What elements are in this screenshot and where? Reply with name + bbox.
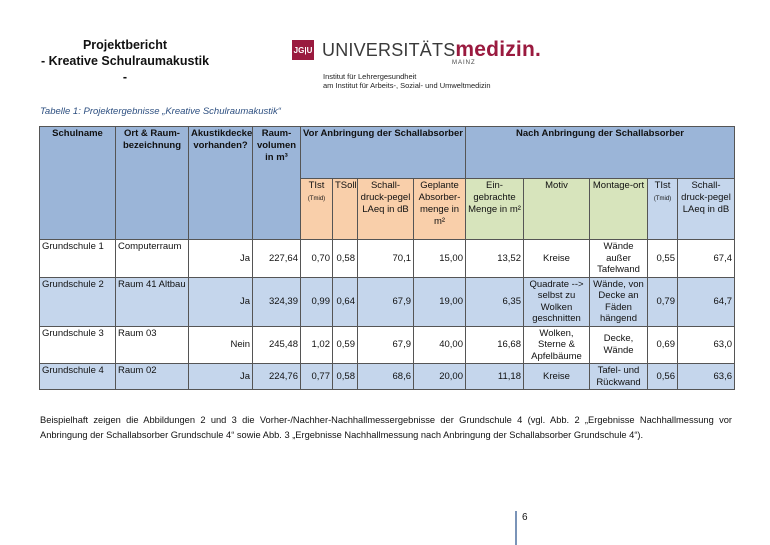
- table-row: [40, 240, 735, 278]
- institute-line-2: am Institut für Arbeits-, Sozial- und Umweltmedizin: [323, 81, 491, 90]
- header-schulname: Schulname: [40, 127, 116, 240]
- cell-t-ist-nach: 0,55: [648, 240, 678, 278]
- cell-pegel-vor: 67,9: [358, 326, 414, 364]
- cell-montage: Tafel- und Rückwand: [590, 364, 648, 390]
- title-line-2: - Kreative Schulraumakustik -: [40, 54, 210, 84]
- cell-raum: Raum 41 Altbau: [116, 277, 189, 326]
- header-pegel-vor: Schall-druck-pegel LAeq in dB: [358, 179, 414, 240]
- header-pegel-nach: Schall-druck-pegel LAeq in dB: [678, 179, 735, 240]
- title-line-1: Projektbericht: [82, 38, 168, 52]
- cell-montage: Wände, von Decke an Fäden hängend: [590, 277, 648, 326]
- header-t-soll: TSoll: [333, 179, 358, 240]
- cell-volumen: 227,64: [253, 240, 301, 278]
- cell-montage: Wände außer Tafelwand: [590, 240, 648, 278]
- header-raumvolumen: Raum-volumen in m³: [253, 127, 301, 240]
- results-table: [39, 126, 735, 390]
- cell-volumen: 324,39: [253, 277, 301, 326]
- header-motiv: Motiv: [524, 179, 590, 240]
- cell-schule: Grundschule 2: [40, 277, 116, 326]
- cell-t-ist-nach: 0,79: [648, 277, 678, 326]
- institute-name: [323, 72, 491, 90]
- cell-schule: Grundschule 1: [40, 240, 116, 278]
- cell-motiv: Quadrate --> selbst zu Wolken geschnitten: [524, 277, 590, 326]
- cell-t-soll: 0,64: [333, 277, 358, 326]
- cell-motiv: Wolken, Sterne & Apfelbäume: [524, 326, 590, 364]
- cell-eingebracht: 16,68: [466, 326, 524, 364]
- cell-pegel-nach: 63,6: [678, 364, 735, 390]
- page-number: 6: [522, 512, 528, 523]
- cell-montage: Decke, Wände: [590, 326, 648, 364]
- cell-t-ist: 0,70: [301, 240, 333, 278]
- cell-geplant: 40,00: [414, 326, 466, 364]
- logo-word-bold: medizin.: [455, 38, 542, 61]
- cell-t-soll: 0,58: [333, 240, 358, 278]
- header-ort: Ort & Raum-bezeichnung: [116, 127, 189, 240]
- header-akustikdecke: Akustikdecke vorhanden?: [189, 127, 253, 240]
- cell-pegel-nach: 67,4: [678, 240, 735, 278]
- header-geplante-menge: Geplante Absorber-menge in m²: [414, 179, 466, 240]
- table-row: [40, 326, 735, 364]
- cell-schule: Grundschule 4: [40, 364, 116, 390]
- header-montageort: Montage-ort: [590, 179, 648, 240]
- cell-pegel-vor: 70,1: [358, 240, 414, 278]
- cell-t-ist-nach: 0,56: [648, 364, 678, 390]
- cell-geplant: 20,00: [414, 364, 466, 390]
- cell-volumen: 224,76: [253, 364, 301, 390]
- header-t-ist: TIst (Tmid): [301, 179, 333, 240]
- table-caption: Tabelle 1: Projektergebnisse „Kreative Schulraumakustik“: [40, 106, 281, 117]
- cell-akustik: Ja: [189, 240, 253, 278]
- jgu-logo-icon: JG|U: [292, 40, 314, 60]
- cell-pegel-nach: 64,7: [678, 277, 735, 326]
- institute-line-1: Institut für Lehrergesundheit: [323, 72, 417, 81]
- cell-akustik: Ja: [189, 277, 253, 326]
- cell-raum: Raum 03: [116, 326, 189, 364]
- cell-geplant: 15,00: [414, 240, 466, 278]
- header-nach-anbringung: Nach Anbringung der Schallabsorber: [466, 127, 735, 179]
- cell-geplant: 19,00: [414, 277, 466, 326]
- cell-motiv: Kreise: [524, 240, 590, 278]
- cell-schule: Grundschule 3: [40, 326, 116, 364]
- body-paragraph: Beispielhaft zeigen die Abbildungen 2 und 3 die Vorher-/Nachher-Nachhallmessergebnisse der Grundschule 4 (vgl. Abb. 2 „Ergebnisse Nachhallmessung vor Anbringung der Schallabsorber Grundschule 4“ sowie Abb. 3 „Ergebnisse Nachhallmessung nach Anbringung der Schallabsorber Grundschule 4“).: [40, 415, 732, 440]
- cell-t-soll: 0,59: [333, 326, 358, 364]
- cell-raum: Computerraum: [116, 240, 189, 278]
- cell-eingebracht: 13,52: [466, 240, 524, 278]
- cell-t-ist-nach: 0,69: [648, 326, 678, 364]
- cell-pegel-vor: 67,9: [358, 277, 414, 326]
- cell-eingebracht: 11,18: [466, 364, 524, 390]
- cell-t-ist: 1,02: [301, 326, 333, 364]
- report-title: [40, 37, 210, 85]
- header-eingebrachte-menge: Ein-gebrachte Menge in m²: [466, 179, 524, 240]
- header-t-ist-nach: TIst (Tmid): [648, 179, 678, 240]
- cell-pegel-vor: 68,6: [358, 364, 414, 390]
- cell-pegel-nach: 63,0: [678, 326, 735, 364]
- logo-word-plain: UNIVERSITÄTS: [322, 40, 456, 60]
- logo-wordmark: [322, 38, 541, 62]
- cell-akustik: Ja: [189, 364, 253, 390]
- cell-raum: Raum 02: [116, 364, 189, 390]
- cell-t-ist: 0,77: [301, 364, 333, 390]
- cell-motiv: Kreise: [524, 364, 590, 390]
- page-number-divider: [515, 511, 517, 545]
- cell-eingebracht: 6,35: [466, 277, 524, 326]
- table-row: [40, 364, 735, 390]
- cell-volumen: 245,48: [253, 326, 301, 364]
- header-vor-anbringung: Vor Anbringung der Schallabsorber: [301, 127, 466, 179]
- cell-t-soll: 0,58: [333, 364, 358, 390]
- cell-t-ist: 0,99: [301, 277, 333, 326]
- logo-city: MAINZ: [452, 60, 476, 66]
- table-row: [40, 277, 735, 326]
- cell-akustik: Nein: [189, 326, 253, 364]
